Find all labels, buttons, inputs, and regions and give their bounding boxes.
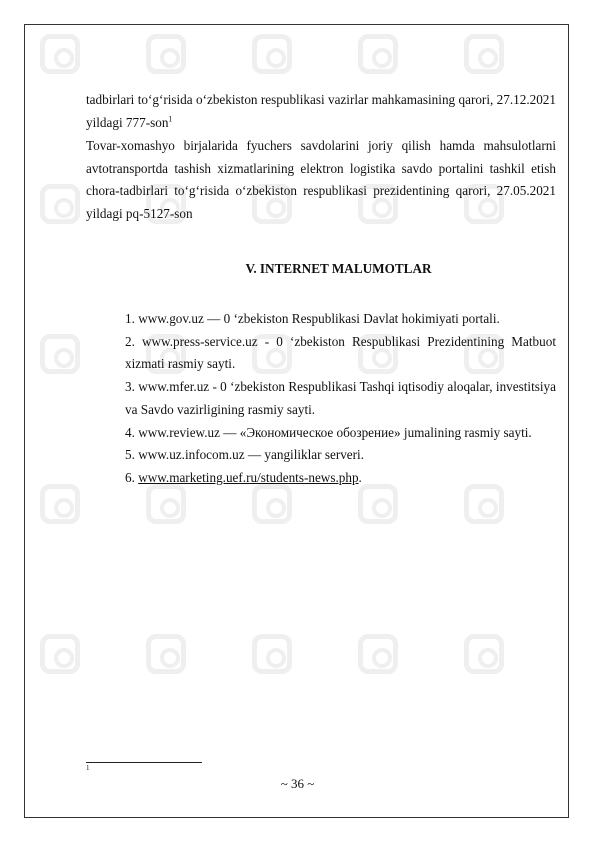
footnote-ref: 1 xyxy=(168,114,173,124)
paragraph-decree-777 xyxy=(86,89,556,134)
marketing-link[interactable]: www.marketing.uef.ru/students-news.php xyxy=(138,469,359,485)
list-item-4: 4. www.review.uz — «Экономическое обозрение» jumalining rasmiy sayti. xyxy=(125,424,532,440)
list-item-3: 3. www.mfer.uz - 0 ‘zbekiston Respublikasi Tashqi iqtisodiy aloqalar, investitsiya va Savdo vazirligining rasmiy sayti. xyxy=(125,379,556,417)
footnote-number: 1 xyxy=(86,764,90,772)
paragraph-text: tadbirlari to‘g‘risida o‘zbekiston respublikasi vazirlar mahkamasining qarori, 27.12.2021 yildagi 777-son xyxy=(86,92,556,130)
list-item-1: 1. www.gov.uz — 0 ‘zbekiston Respublikasi Davlat hokimiyati portali. xyxy=(125,311,500,326)
list-item-5: 5. www.uz.infocom.uz — yangiliklar serveri. xyxy=(125,447,365,463)
list-item-6: 6. www.marketing.uef.ru/students-news.php. xyxy=(125,469,362,485)
list-item-2: 2. www.press-service.uz - 0 ‘zbekiston Respublikasi Prezidentining Matbuot xizmati rasmiy sayti. xyxy=(125,333,556,372)
section-heading: V. INTERNET MALUMOTLAR xyxy=(245,261,432,276)
footnote-separator xyxy=(86,762,202,763)
paragraph-text: Tovar-xomashyo birjalarida fyuchers savdolarini joriy qilish hamda mahsulotlarni avtotransportda tashish xizmatlarining elektron logistika savdo portalini tashkil etish chora-tadbirlari to‘g‘risida o‘zbekiston respublikasi prezidentining qarori, 27.05.2021 yildagi pq-5127-son xyxy=(86,138,556,222)
paragraph-decree-pq5127 xyxy=(86,135,556,226)
internet-sources-list xyxy=(125,308,556,490)
page-number: ~ 36 ~ xyxy=(280,776,315,791)
